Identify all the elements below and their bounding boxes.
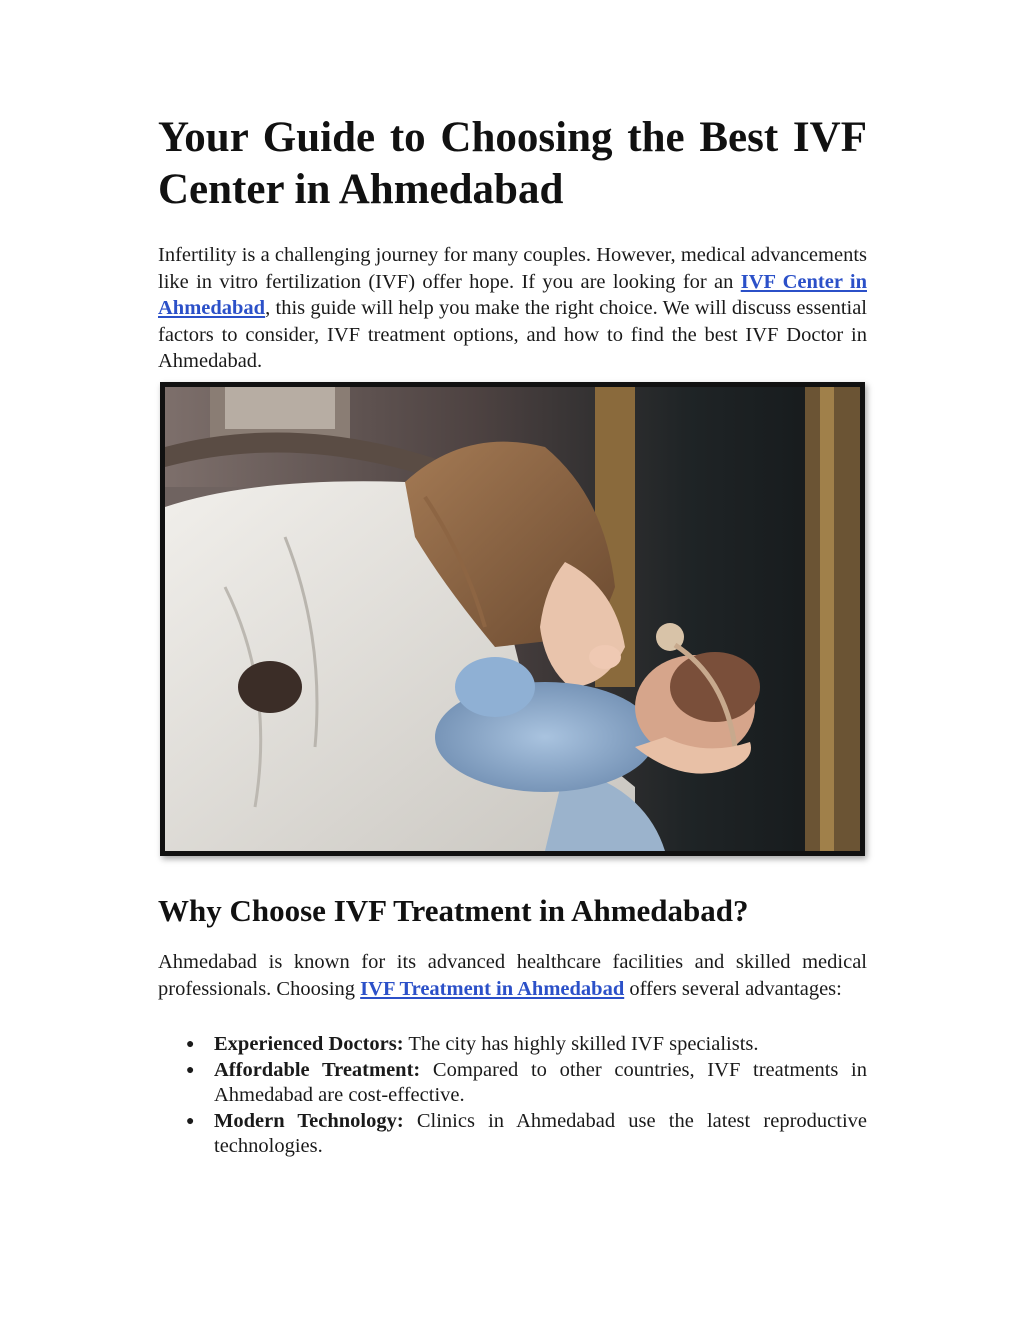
ivf-center-link[interactable]: IVF Center in Ahmedabad [158, 270, 867, 319]
why-choose-section [158, 949, 867, 1160]
why-choose-paragraph [158, 949, 867, 1002]
advantage-text: The city has highly skilled IVF specialists. [403, 1033, 759, 1055]
intro-text-after: , this guide will help you make the right choice. We will discuss essential factors to consider, IVF treatment options, and how to find the best IVF Doctor in Ahmedabad. [158, 297, 867, 372]
bullet-icon: ● [186, 1113, 195, 1129]
advantage-term: Affordable Treatment: [214, 1058, 421, 1081]
page-title: Your Guide to Choosing the Best IVF Center in Ahmedabad [158, 114, 867, 213]
ivf-treatment-link[interactable]: IVF Treatment in Ahmedabad [360, 977, 625, 1000]
advantages-list [158, 1032, 867, 1160]
advantage-text: Clinics in Ahmedabad use the latest reproductive technologies. [214, 1109, 867, 1157]
advantage-term: Experienced Doctors: [214, 1033, 404, 1055]
why-text-after: offers several advantages: [624, 977, 842, 1000]
list-item [158, 1032, 867, 1058]
list-item [158, 1109, 867, 1160]
advantage-term: Modern Technology: [214, 1109, 404, 1132]
bullet-icon: ● [186, 1062, 195, 1078]
bullet-icon: ● [186, 1037, 195, 1052]
list-item [158, 1058, 867, 1109]
mother-baby-photo [160, 382, 865, 856]
intro-text-before: Infertility is a challenging journey for many couples. However, medical advancements like in vitro fertilization (IVF) offer hope. If you are looking for an [158, 244, 867, 293]
intro-paragraph [158, 242, 867, 375]
photo-illustration [165, 387, 860, 851]
advantage-text: Compared to other countries, IVF treatments in Ahmedabad are cost-effective. [214, 1058, 868, 1106]
section-heading-why-choose: Why Choose IVF Treatment in Ahmedabad? [158, 893, 749, 928]
why-text-before: Ahmedabad is known for its advanced healthcare facilities and skilled medical professionals. Choosing [158, 951, 867, 1000]
document-page [158, 112, 868, 1157]
